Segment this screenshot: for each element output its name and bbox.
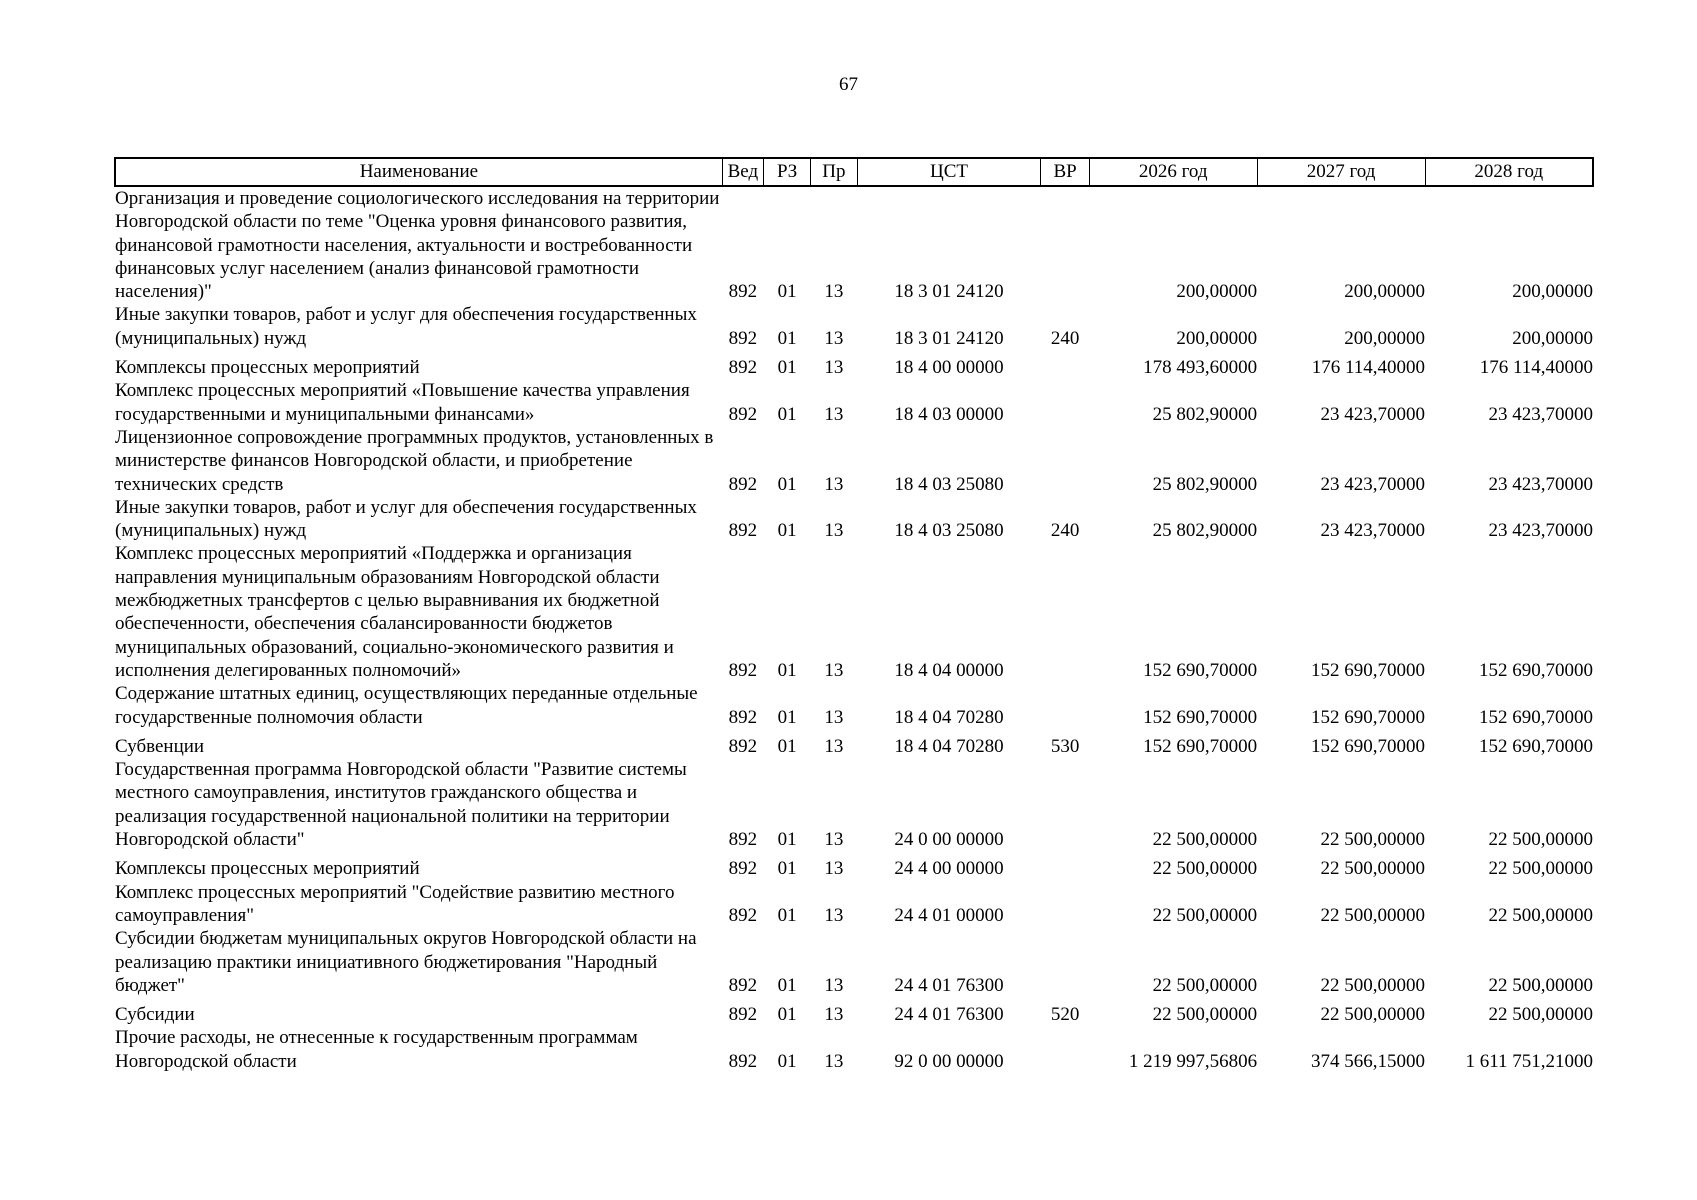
cell-rz: 01 [777, 858, 797, 880]
cell-y2027: 22 500,00000 [1320, 904, 1426, 926]
cell-y2027: 200,00000 [1344, 327, 1426, 349]
table-row [115, 927, 1593, 997]
cell-pr: 13 [824, 858, 844, 880]
cell-cst: 18 4 04 70280 [894, 706, 1004, 728]
cell-vr [1041, 379, 1089, 426]
cell-y2026: 152 690,70000 [1143, 659, 1258, 681]
cell-name: Прочие расходы, не отнесенные к государственным программам Новгородской области [115, 1027, 638, 1072]
cell-vr: 240 [1050, 327, 1080, 349]
cell-y2026: 22 500,00000 [1152, 829, 1258, 851]
cell-name: Комплекс процессных мероприятий "Содействие развитию местного самоуправления" [115, 881, 675, 926]
cell-ved: 892 [728, 1004, 758, 1026]
cell-vr [1041, 350, 1089, 379]
cell-cst: 18 4 00 00000 [894, 357, 1004, 379]
cell-ved: 892 [728, 659, 758, 681]
cell-y2028: 176 114,40000 [1479, 357, 1593, 379]
cell-y2026: 22 500,00000 [1152, 904, 1258, 926]
cell-cst: 18 4 03 25080 [894, 473, 1004, 495]
cell-cst: 24 4 01 76300 [894, 974, 1004, 996]
cell-ved: 892 [728, 858, 758, 880]
cell-ved: 892 [728, 403, 758, 425]
cell-y2026: 200,00000 [1176, 281, 1258, 303]
cell-y2027: 152 690,70000 [1311, 659, 1426, 681]
cell-y2027: 152 690,70000 [1311, 706, 1426, 728]
cell-name: Комплексы процессных мероприятий [115, 357, 420, 379]
cell-name: Организация и проведение социологического исследования на территории Новгородской области по теме "Оценка уровня финансового развития, финансовой грамотности населения, актуальности и востребованности финансовых услуг населением (анализ финансовой грамотности населения)" [115, 188, 720, 303]
cell-cst: 18 4 03 00000 [894, 403, 1004, 425]
cell-y2026: 25 802,90000 [1152, 520, 1258, 542]
cell-name: Субсидии [115, 1004, 195, 1026]
cell-ved: 892 [728, 904, 758, 926]
cell-name: Комплекс процессных мероприятий «Повышение качества управления государственными и муниципальными финансами» [115, 380, 690, 425]
cell-y2027: 23 423,70000 [1320, 520, 1426, 542]
cell-pr: 13 [824, 281, 844, 303]
header-2026: 2026 год [1089, 158, 1257, 186]
cell-name: Содержание штатных единиц, осуществляющих переданные отдельные государственные полномочия области [115, 683, 698, 728]
cell-vr: 520 [1050, 1004, 1080, 1026]
page-number: 67 [839, 74, 858, 95]
cell-rz: 01 [777, 1050, 797, 1072]
cell-pr: 13 [824, 706, 844, 728]
cell-name: Субсидии бюджетам муниципальных округов Новгородской области на реализацию практики инициативного бюджетирования "Народный бюджет" [115, 928, 697, 996]
cell-y2028: 152 690,70000 [1479, 659, 1593, 681]
cell-name: Иные закупки товаров, работ и услуг для обеспечения государственных (муниципальных) нужд [115, 304, 697, 349]
cell-name: Лицензионное сопровождение программных продуктов, установленных в министерстве финансов Новгородской области, и приобретение технических средств [115, 426, 714, 495]
cell-y2027: 22 500,00000 [1320, 858, 1426, 880]
cell-y2027: 200,00000 [1344, 281, 1426, 303]
cell-y2026: 25 802,90000 [1152, 403, 1258, 425]
cell-y2028: 23 423,70000 [1488, 403, 1593, 425]
cell-name: Государственная программа Новгородской области "Развитие системы местного самоуправления, институтов гражданского общества и реализация государственной национальной политики на территории Новгородской области" [115, 759, 687, 851]
cell-vr [1041, 758, 1089, 851]
table-row [115, 186, 1593, 303]
cell-y2027: 176 114,40000 [1311, 357, 1426, 379]
cell-vr [1041, 1026, 1089, 1073]
cell-vr [1041, 542, 1089, 682]
cell-y2028: 23 423,70000 [1488, 520, 1593, 542]
cell-pr: 13 [824, 659, 844, 681]
cell-vr [1041, 682, 1089, 729]
cell-name: Иные закупки товаров, работ и услуг для обеспечения государственных (муниципальных) нужд [115, 496, 697, 542]
cell-ved: 892 [728, 281, 758, 303]
table-row [115, 303, 1593, 350]
cell-rz: 01 [777, 1004, 797, 1026]
table-row [115, 851, 1593, 880]
cell-y2028: 200,00000 [1512, 327, 1593, 349]
cell-cst: 24 4 01 00000 [894, 904, 1004, 926]
cell-vr [1041, 851, 1089, 880]
cell-y2026: 152 690,70000 [1143, 735, 1258, 757]
header-vr: ВР [1041, 158, 1089, 186]
cell-y2028: 1 611 751,21000 [1465, 1050, 1593, 1072]
cell-cst: 18 4 04 70280 [894, 735, 1004, 757]
table-row [115, 682, 1593, 729]
header-2027: 2027 год [1257, 158, 1425, 186]
cell-vr [1041, 426, 1089, 496]
cell-y2026: 200,00000 [1176, 327, 1258, 349]
cell-rz: 01 [777, 659, 797, 681]
cell-pr: 13 [824, 473, 844, 495]
cell-pr: 13 [824, 904, 844, 926]
table-row [115, 997, 1593, 1026]
cell-rz: 01 [777, 281, 797, 303]
table-row [115, 758, 1593, 851]
cell-y2028: 22 500,00000 [1488, 904, 1593, 926]
cell-cst: 92 0 00 00000 [894, 1050, 1004, 1072]
cell-vr [1041, 881, 1089, 928]
cell-pr: 13 [824, 403, 844, 425]
cell-cst: 24 4 00 00000 [894, 858, 1004, 880]
table-row [115, 426, 1593, 496]
cell-y2026: 22 500,00000 [1152, 974, 1258, 996]
cell-ved: 892 [728, 706, 758, 728]
cell-vr [1041, 927, 1089, 997]
cell-cst: 18 3 01 24120 [894, 327, 1004, 349]
cell-y2027: 374 566,15000 [1311, 1050, 1426, 1072]
header-ved: Вед [722, 158, 763, 186]
cell-ved: 892 [728, 357, 758, 379]
cell-pr: 13 [824, 327, 844, 349]
cell-pr: 13 [824, 1004, 844, 1026]
cell-pr: 13 [824, 974, 844, 996]
cell-y2028: 22 500,00000 [1488, 974, 1593, 996]
cell-rz: 01 [777, 473, 797, 495]
cell-cst: 18 4 03 25080 [894, 520, 1004, 542]
cell-y2027: 22 500,00000 [1320, 974, 1426, 996]
budget-table [114, 157, 1594, 1073]
cell-y2026: 22 500,00000 [1152, 1004, 1258, 1026]
table-row [115, 350, 1593, 379]
cell-y2027: 152 690,70000 [1311, 735, 1426, 757]
cell-pr: 13 [824, 735, 844, 757]
cell-y2027: 23 423,70000 [1320, 403, 1426, 425]
cell-vr: 530 [1050, 735, 1080, 757]
cell-y2028: 152 690,70000 [1479, 735, 1593, 757]
cell-vr: 240 [1050, 520, 1080, 542]
cell-rz: 01 [777, 327, 797, 349]
cell-y2026: 22 500,00000 [1152, 858, 1258, 880]
header-2028: 2028 год [1425, 158, 1593, 186]
cell-cst: 24 0 00 00000 [894, 829, 1004, 851]
cell-rz: 01 [777, 706, 797, 728]
cell-name: Субвенции [115, 735, 205, 757]
cell-pr: 13 [824, 357, 844, 379]
cell-y2028: 22 500,00000 [1488, 829, 1593, 851]
table-row [115, 496, 1593, 543]
cell-y2028: 22 500,00000 [1488, 858, 1593, 880]
cell-y2028: 23 423,70000 [1488, 473, 1593, 495]
cell-rz: 01 [777, 403, 797, 425]
table-row [115, 729, 1593, 758]
cell-y2026: 25 802,90000 [1152, 473, 1258, 495]
table-row [115, 379, 1593, 426]
cell-ved: 892 [728, 974, 758, 996]
header-rz: РЗ [764, 158, 811, 186]
cell-ved: 892 [728, 735, 758, 757]
cell-vr [1041, 186, 1089, 303]
cell-name: Комплексы процессных мероприятий [115, 858, 420, 880]
cell-y2027: 22 500,00000 [1320, 829, 1426, 851]
cell-y2027: 23 423,70000 [1320, 473, 1426, 495]
cell-pr: 13 [824, 520, 844, 542]
cell-rz: 01 [777, 829, 797, 851]
cell-y2028: 152 690,70000 [1479, 706, 1593, 728]
header-pr: Пр [811, 158, 857, 186]
table-row [115, 1026, 1593, 1073]
cell-rz: 01 [777, 520, 797, 542]
cell-y2028: 200,00000 [1512, 281, 1593, 303]
cell-rz: 01 [777, 357, 797, 379]
cell-y2026: 178 493,60000 [1143, 357, 1258, 379]
table-row [115, 542, 1593, 682]
cell-ved: 892 [728, 1050, 758, 1072]
cell-y2026: 152 690,70000 [1143, 706, 1258, 728]
header-name: Наименование [115, 158, 722, 186]
cell-y2026: 1 219 997,56806 [1128, 1050, 1258, 1072]
cell-ved: 892 [728, 327, 758, 349]
table-row [115, 881, 1593, 928]
cell-cst: 18 4 04 00000 [894, 659, 1004, 681]
cell-rz: 01 [777, 735, 797, 757]
cell-ved: 892 [728, 829, 758, 851]
cell-pr: 13 [824, 829, 844, 851]
cell-rz: 01 [777, 904, 797, 926]
cell-rz: 01 [777, 974, 797, 996]
table-header-row [115, 158, 1593, 186]
cell-ved: 892 [728, 520, 758, 542]
cell-pr: 13 [824, 1050, 844, 1072]
cell-y2027: 22 500,00000 [1320, 1004, 1426, 1026]
cell-name: Комплекс процессных мероприятий «Поддержка и организация направления муниципальным образованиям Новгородской области межбюджетных трансфертов с целью выравнивания их бюджетной обеспеченности, обеспечения сбалансированности бюджетов муниципальных образований, социально-экономического развития и исполнения делегированных полномочий» [115, 543, 674, 681]
cell-cst: 18 3 01 24120 [894, 281, 1004, 303]
header-cst: ЦСТ [857, 158, 1041, 186]
cell-cst: 24 4 01 76300 [894, 1004, 1004, 1026]
cell-y2028: 22 500,00000 [1488, 1004, 1593, 1026]
cell-ved: 892 [728, 473, 758, 495]
